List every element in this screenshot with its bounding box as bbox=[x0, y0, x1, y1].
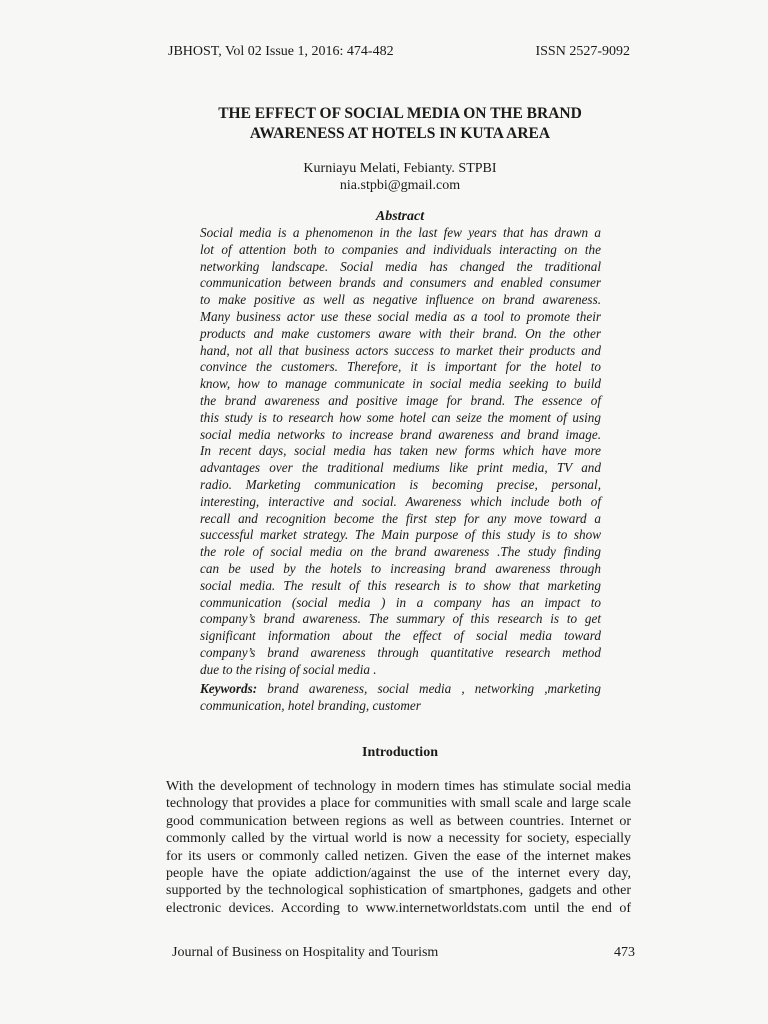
text-line: company’s brand awareness. The summary of this research is to get bbox=[200, 611, 601, 627]
text-line: to make positive as well as negative influence on brand awareness. bbox=[200, 292, 601, 308]
introduction-heading: Introduction bbox=[362, 745, 438, 760]
text-line: With the development of technology in modern times has stimulate social media bbox=[166, 779, 631, 794]
footer-journal-name: Journal of Business on Hospitality and Tourism bbox=[172, 945, 439, 960]
text-line: Social media is a phenomenon in the last few years that has drawn a bbox=[200, 225, 601, 240]
text-line: communication (social media ) in a company has an impact to bbox=[200, 594, 601, 610]
text-line: social media networks to increase brand awareness and brand image. bbox=[200, 426, 601, 442]
text-line: good communication between regions as well as between countries. Internet or bbox=[166, 813, 631, 829]
text-line: lot of attention both to companies and individuals interacting on the bbox=[200, 241, 601, 257]
text-line: significant information about the effect of social media toward bbox=[200, 628, 601, 644]
text-line: company’s brand awareness through quantitative research method bbox=[200, 644, 601, 660]
text-line: this study is to research how some hotel can seize the moment of using bbox=[200, 409, 601, 425]
text-line: electronic devices. According to www.internetworldstats.com until the end of bbox=[166, 900, 631, 916]
page-footer bbox=[172, 945, 635, 961]
text-line: social media. The result of this research is to show that marketing bbox=[200, 577, 601, 593]
title-line-1: THE EFFECT OF SOCIAL MEDIA ON THE BRAND bbox=[218, 105, 582, 122]
text-line: interesting, interactive and social. Awareness which include both of bbox=[200, 493, 601, 509]
text-line: networking landscape. Social media has changed the traditional bbox=[200, 258, 601, 274]
text-line: Many business actor use these social media as a tool to promote their bbox=[200, 308, 601, 324]
title-line-2: AWARENESS AT HOTELS IN KUTA AREA bbox=[249, 125, 551, 142]
author-block bbox=[150, 160, 650, 194]
text-line: due to the rising of social media . bbox=[200, 661, 377, 677]
text-line: supported by the technological sophistication of smartphones, gadgets and other bbox=[166, 883, 631, 899]
keywords-block bbox=[200, 680, 601, 714]
paper-title bbox=[150, 104, 650, 144]
issn: ISSN 2527-9092 bbox=[535, 44, 630, 59]
journal-reference: JBHOST, Vol 02 Issue 1, 2016: 474-482 bbox=[168, 44, 394, 59]
text-line: radio. Marketing communication is becoming precise, personal, bbox=[200, 476, 601, 492]
author-email: nia.stpbi@gmail.com bbox=[339, 178, 461, 193]
text-line: technology that provides a place for communities with small scale and large scale bbox=[166, 796, 631, 812]
page-number: 473 bbox=[614, 945, 635, 960]
text-line: hand, not all that business actors success to market their products and bbox=[200, 342, 601, 358]
text-line: In recent days, social media has taken new forms which have more bbox=[200, 443, 601, 459]
text-line: products and make customers aware with their brand. On the other bbox=[200, 325, 601, 341]
text-line: know, how to manage communicate in social media seeking to build bbox=[200, 376, 601, 392]
text-line: communication between brands and consumers and enabled consumer bbox=[200, 275, 601, 291]
keywords-text-2: communication, hotel branding, customer bbox=[200, 698, 421, 713]
text-line: the brand awareness and positive image for brand. The essence of bbox=[200, 392, 601, 408]
text-line: convince the customers. Therefore, it is important for the hotel to bbox=[200, 359, 601, 375]
text-line: for its users or commonly called netizen. Given the ease of the internet makes bbox=[166, 848, 631, 864]
text-line: can be used by the hotels to increasing brand awareness through bbox=[200, 560, 601, 576]
keywords-text-1: brand awareness, social media , networking ,marketing bbox=[257, 681, 601, 696]
text-line: recall and recognition become the first step for any move toward a bbox=[200, 510, 601, 526]
text-line: commonly called by the virtual world is now a necessity for society, especially bbox=[166, 831, 631, 847]
keywords-label: Keywords: bbox=[200, 681, 258, 696]
author-names: Kurniayu Melati, Febianty. STPBI bbox=[303, 161, 497, 176]
abstract-heading: Abstract bbox=[375, 209, 425, 224]
running-header bbox=[168, 44, 630, 60]
text-line: the role of social media on the brand awareness .The study finding bbox=[200, 544, 601, 560]
text-line: advantages over the traditional mediums like print media, TV and bbox=[200, 460, 601, 476]
text-line: successful market strategy. The Main purpose of this study is to show bbox=[200, 527, 601, 543]
text-line: people have the opiate addiction/against the use of the internet every day, bbox=[166, 866, 631, 882]
abstract-body bbox=[200, 225, 601, 679]
introduction-body bbox=[166, 778, 631, 917]
